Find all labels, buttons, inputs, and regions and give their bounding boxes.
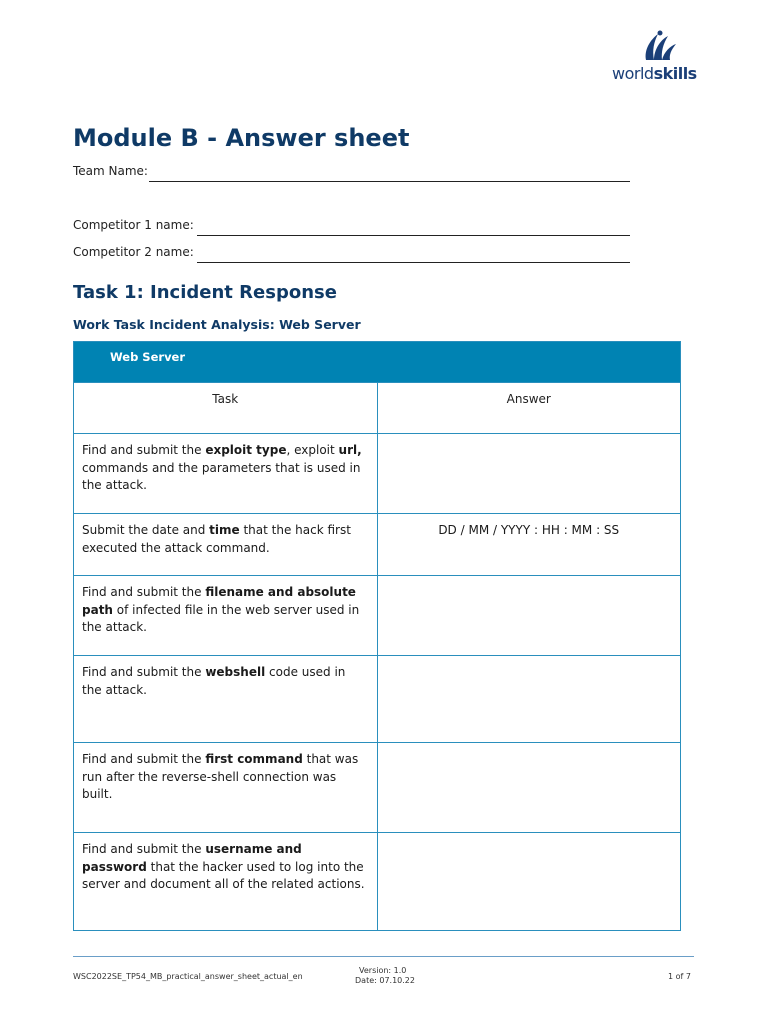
competitor-2-line (197, 262, 630, 263)
footer-version: Version: 1.0 (359, 966, 407, 975)
competitor-1-label: Competitor 1 name: (73, 218, 194, 232)
team-name-field[interactable] (73, 164, 148, 182)
competitor-1-field[interactable] (73, 218, 194, 236)
subheading: Work Task Incident Analysis: Web Server (73, 317, 361, 332)
task-heading: Task 1: Incident Response (73, 282, 337, 303)
worldskills-emblem-icon (638, 30, 678, 64)
footer-date: Date: 07.10.22 (355, 976, 415, 985)
task-cell: Find and submit the webshell code used in the attack. (74, 656, 378, 743)
competitor-2-field[interactable] (73, 245, 194, 263)
task-cell: Find and submit the filename and absolute path of infected file in the web server used in the attack. (74, 576, 378, 656)
logo-wordmark: worldskills (612, 64, 697, 83)
task-cell: Submit the date and time that the hack first executed the attack command. (74, 514, 378, 576)
answer-cell[interactable] (377, 434, 681, 514)
answer-cell[interactable] (377, 656, 681, 743)
competitor-1-line (197, 235, 630, 236)
answer-cell[interactable] (377, 743, 681, 833)
task-cell: Find and submit the first command that was run after the reverse-shell connection was built. (74, 743, 378, 833)
team-name-label: Team Name: (73, 164, 148, 178)
table-band: Web Server (74, 342, 681, 383)
answer-cell[interactable] (377, 833, 681, 931)
table-row (74, 576, 681, 656)
task-cell: Find and submit the username and password that the hacker used to log into the server and document all of the related actions. (74, 833, 378, 931)
table-row (74, 833, 681, 931)
footer-page-number: 1 of 7 (668, 972, 691, 981)
table-row (74, 656, 681, 743)
footer-doc-id: WSC2022SE_TP54_MB_practical_answer_sheet_actual_en (73, 972, 303, 981)
table-row (74, 514, 681, 576)
answer-table (73, 341, 681, 931)
footer-version-block (355, 966, 415, 986)
table-row (74, 434, 681, 514)
header-answer: Answer (377, 383, 681, 434)
footer-divider (73, 956, 694, 957)
answer-cell[interactable]: DD / MM / YYYY : HH : MM : SS (377, 514, 681, 576)
worldskills-logo (612, 30, 702, 82)
team-name-line (149, 181, 630, 182)
table-row (74, 743, 681, 833)
task-cell: Find and submit the exploit type, exploit url, commands and the parameters that is used in the attack. (74, 434, 378, 514)
header-task: Task (74, 383, 378, 434)
answer-cell[interactable] (377, 576, 681, 656)
page-title: Module B - Answer sheet (73, 124, 410, 152)
competitor-2-label: Competitor 2 name: (73, 245, 194, 259)
